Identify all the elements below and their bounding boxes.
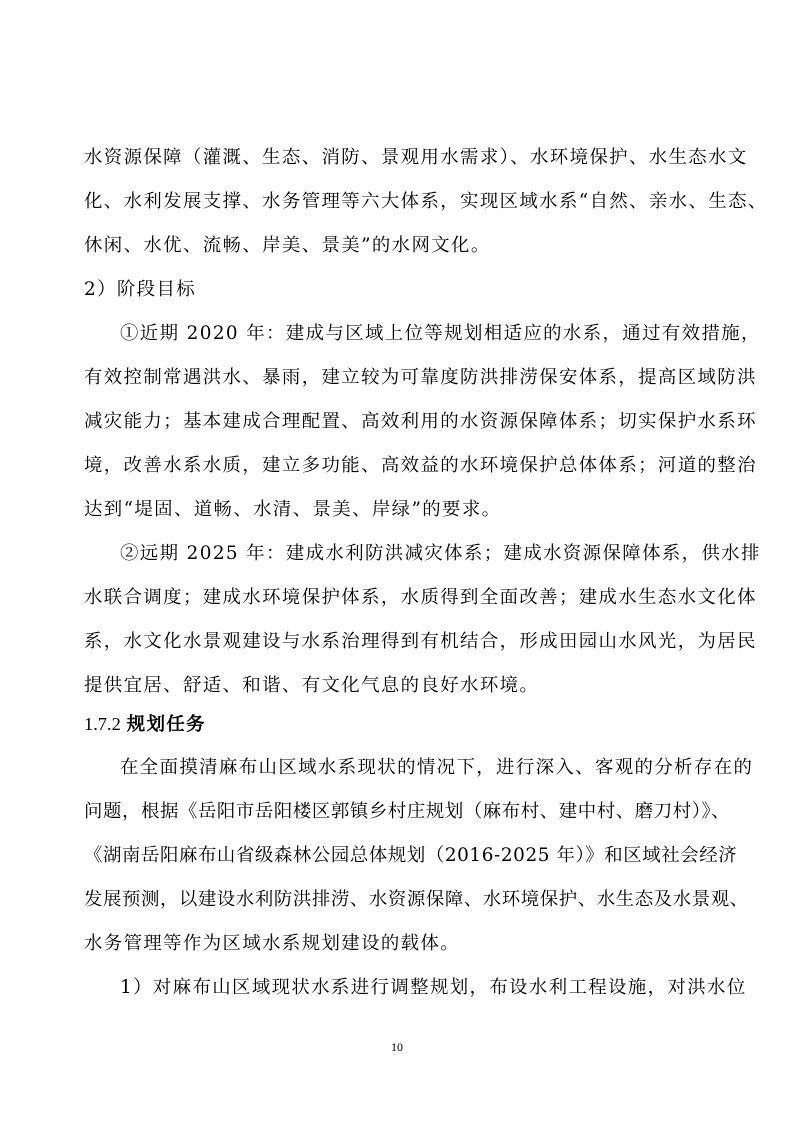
body-text-line: 达到“堤固、道畅、水清、景美、岸绿”的要求。 <box>84 499 502 520</box>
paragraph-long-term: ②远期 2025 年：建成水利防洪减灾体系；建成水资源保障体系，供水排 <box>120 543 761 564</box>
paragraph-near-term: ①近期 2020 年：建成与区域上位等规划相适应的水系，通过有效措施， <box>120 323 761 344</box>
body-text-line: 《湖南岳阳麻布山省级森林公园总体规划（2016-2025 年）》和区域社会经济 <box>84 845 738 866</box>
list-item-1: 1）对麻布山区域现状水系进行调整规划，布设水利工程设施，对洪水位 <box>120 977 747 998</box>
subheading-stage-goals: 2）阶段目标 <box>84 279 197 300</box>
page-number: 10 <box>391 1040 403 1054</box>
body-text-line: 提供宜居、舒适、和谐、有文化气息的良好水环境。 <box>84 675 540 696</box>
body-text-line: 减灾能力；基本建成合理配置、高效利用的水资源保障体系；切实保护水系环 <box>84 411 757 432</box>
body-text-line: 化、水利发展支撑、水务管理等六大体系，实现区域水系“自然、亲水、生态、 <box>84 191 768 212</box>
body-text-line: 问题，根据《岳阳市岳阳楼区郭镇乡村庄规划（麻布村、建中村、磨刀村）》、 <box>84 801 731 822</box>
body-text-line: 水资源保障（灌溉、生态、消防、景观用水需求）、水环境保护、水生态水文 <box>84 147 748 168</box>
section-number: 1.7.2 <box>84 714 121 734</box>
body-text-line: 水务管理等作为区域水系规划建设的载体。 <box>84 933 461 954</box>
body-text-line: 境，改善水系水质，建立多功能、高效益的水环境保护总体体系；河道的整治 <box>84 455 757 476</box>
body-text-line: 水联合调度；建成水环境保护体系，水质得到全面改善；建成水生态水文化体 <box>84 587 757 608</box>
body-text-line: 休闲、水优、流畅、岸美、景美”的水网文化。 <box>84 235 491 256</box>
section-heading <box>84 712 724 737</box>
body-text-line: 系，水文化水景观建设与水系治理得到有机结合，形成田园山水风光，为居民 <box>84 631 757 652</box>
body-text-line: 发展预测，以建设水利防洪排涝、水资源保障、水环境保护、水生态及水景观、 <box>84 889 749 910</box>
body-text-line: 有效控制常遇洪水、暴雨，建立较为可靠度防洪排涝保安体系，提高区域防洪 <box>84 367 757 388</box>
section-title: 规划任务 <box>126 714 206 735</box>
paragraph-planning-task: 在全面摸清麻布山区域水系现状的情况下，进行深入、客观的分析存在的 <box>120 757 754 778</box>
